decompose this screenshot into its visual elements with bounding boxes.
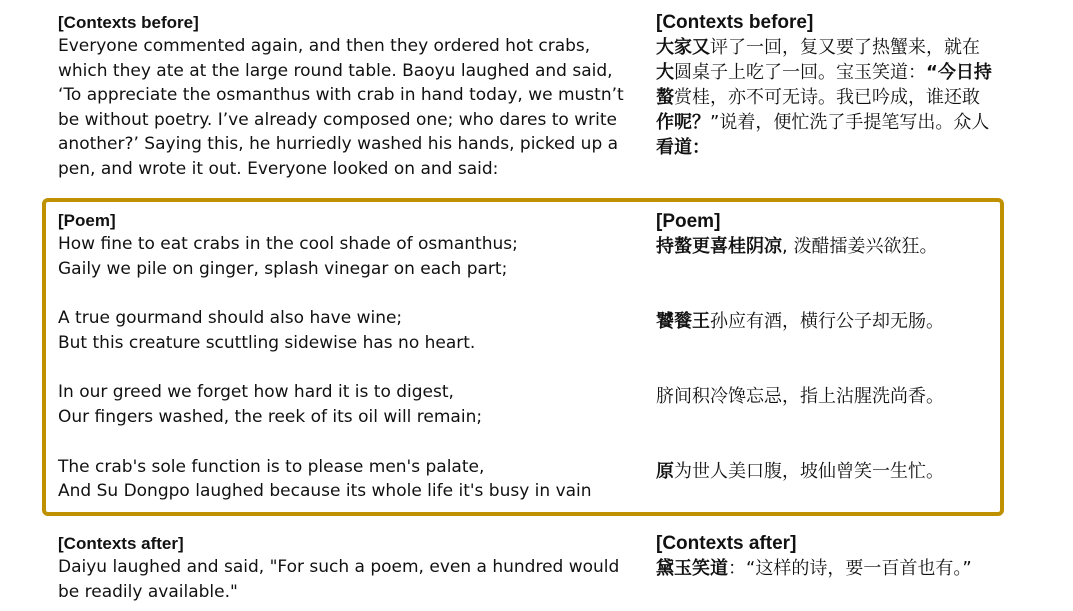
text-run: 为世人美口腹，坡仙曾笑一生忙。 [674,461,944,482]
section-heading: [Contexts after] [58,534,184,553]
poem-line: A true gourmand should also have wine; [58,308,403,329]
text-line [656,135,1056,160]
stanza-gap [58,281,633,306]
poem-line: In our greed we forget how hard it is to digest, [58,382,454,403]
section-heading: [Poem] [656,211,721,232]
text-line: Daiyu laughed and said, "For such a poem, even a hundred would [58,557,620,577]
stanza-gap [58,355,633,380]
text-run: 圆桌子上吃了一回。宝玉笑道： [674,62,926,83]
contexts-before-en [58,12,633,182]
text-line: be readily available." [58,581,238,602]
bold-text: 螯 [656,87,674,108]
text-run: ：“这样的诗，要一百首也有。” [728,558,972,579]
text-line [656,556,1056,581]
poem-line: Gaily we pile on ginger, splash vinegar on each part; [58,258,508,279]
section-heading: [Contexts after] [656,533,797,554]
text-line: be without poetry. I’ve already composed one; who dares to write [58,109,617,130]
contexts-after-en [58,533,633,604]
text-line [656,110,1056,135]
poem-line: How fine to eat crabs in the cool shade of osmanthus; [58,234,518,254]
text-line [656,60,1056,85]
text-run: 赏桂，亦不可无诗。我已吟成，谁还敢 [674,87,980,108]
text-line [656,85,1056,110]
text-line [656,35,1056,60]
bold-text: 看道： [656,137,710,158]
bold-text: 饕餮王 [656,311,710,332]
bold-text: 持螯更喜桂阴凉 [656,236,782,257]
bold-text: 大 [656,62,674,83]
contexts-after-zh [656,532,1056,581]
poem-line: And Su Dongpo laughed because its whole life it's busy in vain [58,481,592,502]
bold-text: 原 [656,461,674,482]
section-heading: [Contexts before] [656,12,814,33]
section-heading: [Contexts before] [58,13,199,32]
bold-text: 黛玉笑道 [656,558,728,579]
text-run: 孙应有酒，横行公子却无肠。 [710,311,944,332]
poem-line [656,234,1056,259]
poem-line: 脐间积冷馋忘忌，指上沾腥洗尚香。 [656,386,944,407]
text-run: , 泼醋擂姜兴欲狂。 [782,236,938,257]
text-line: Everyone commented again, and then they ordered hot crabs, [58,36,591,56]
text-run: ”说着，便忙洗了手提笔写出。众人 [710,112,990,133]
text-line: ‘To appreciate the osmanthus with crab in hand today, we mustn’t [58,85,624,106]
poem-line [656,309,1056,334]
stanza-gap [58,430,633,455]
poem-line: The crab's sole function is to please men's palate, [58,456,485,477]
contexts-before-zh [656,11,1056,160]
bold-text: 作呢？ [656,112,710,133]
bold-text: 大家又 [656,37,710,58]
poem-line: But this creature scuttling sidewise has no heart. [58,332,476,353]
text-line: pen, and wrote it out. Everyone looked on and said: [58,158,499,179]
text-run: 评了一回，复又要了热蟹来，就在 [710,37,980,58]
poem-line [656,459,1056,484]
bold-text: “今日持 [926,62,992,83]
section-heading: [Poem] [58,211,116,230]
poem-line: Our fingers washed, the reek of its oil will remain; [58,406,483,427]
text-line: another?’ Saying this, he hurriedly washed his hands, picked up a [58,134,619,155]
poem-zh [656,210,1056,484]
poem-en [58,210,633,504]
text-line: which they ate at the large round table. Baoyu laughed and said, [58,60,613,81]
